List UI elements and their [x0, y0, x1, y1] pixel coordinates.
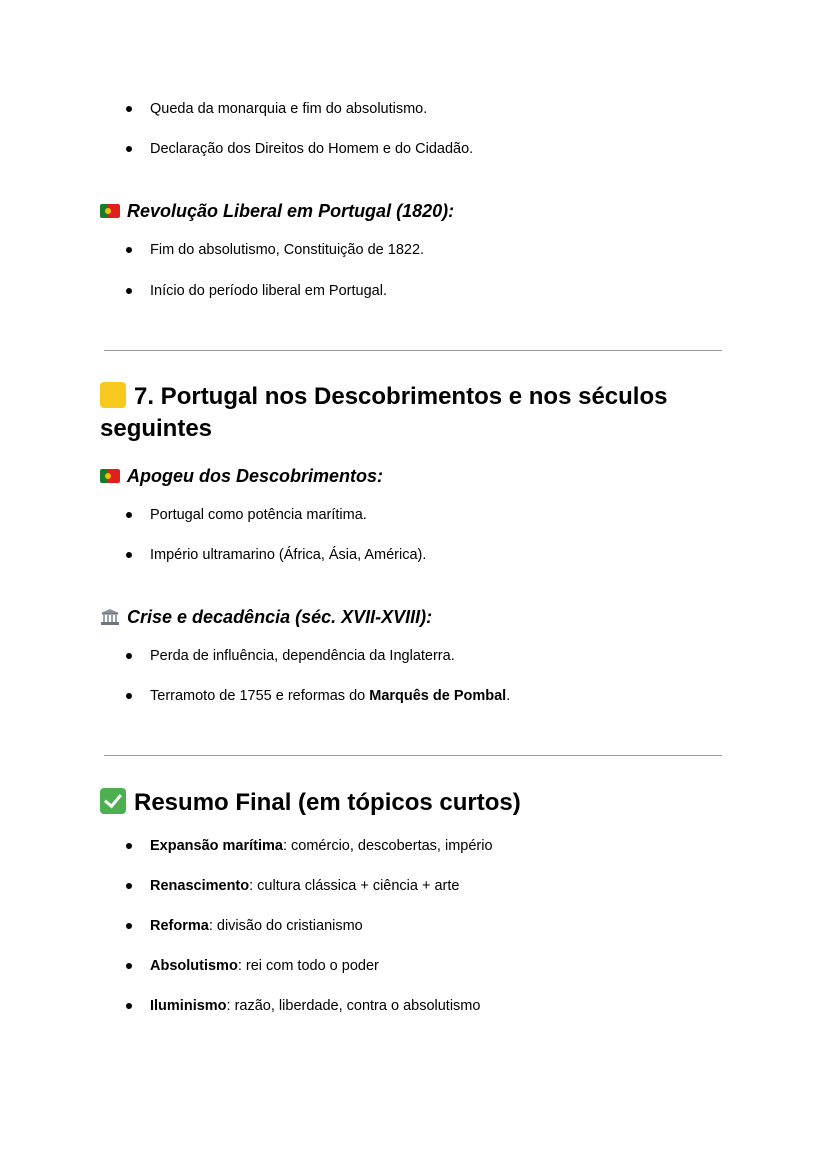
crise-bullet-list [126, 647, 510, 705]
resumo-title: Resumo Final (em tópicos curtos) [134, 789, 521, 816]
rev-liberal-bullet-list [126, 241, 424, 300]
check-mark-icon [100, 788, 126, 814]
list-item-desc: : razão, liberdade, contra o absolutismo [226, 998, 481, 1014]
list-item-desc: : divisão do cristianismo [208, 918, 363, 934]
list-item-term: Reforma [150, 918, 209, 934]
crise-heading [100, 606, 432, 628]
list-item-term: Expansão marítima [150, 838, 283, 854]
list-item-desc: : comércio, descobertas, império [282, 838, 493, 854]
list-item: Império ultramarino (África, Ásia, América). [126, 546, 426, 564]
resumo-bullet-list [126, 837, 493, 1015]
section7-heading [100, 381, 740, 445]
resumo-heading [100, 787, 740, 819]
intro-bullet-list [126, 100, 473, 158]
list-item: Início do período liberal em Portugal. [126, 282, 424, 300]
list-item-term: Iluminismo [150, 998, 227, 1014]
crise-title: Crise e decadência (séc. XVII-XVIII): [127, 607, 433, 627]
portugal-flag-icon [100, 204, 120, 218]
list-item: Portugal como potência marítima. [126, 506, 426, 524]
list-item: Perda de influência, dependência da Inglaterra. [126, 647, 510, 665]
classical-building-icon [100, 608, 120, 626]
list-item [126, 837, 493, 855]
apogeu-title: Apogeu dos Descobrimentos: [127, 466, 384, 486]
yellow-square-icon [100, 382, 126, 408]
list-item [126, 997, 493, 1015]
list-item: Declaração dos Direitos do Homem e do Cidadão. [126, 140, 473, 158]
list-item-term: Renascimento [150, 878, 250, 894]
apogeu-bullet-list [126, 506, 426, 564]
list-item: Fim do absolutismo, Constituição de 1822. [126, 241, 424, 259]
divider [104, 755, 722, 756]
rev-liberal-title: Revolução Liberal em Portugal (1820): [127, 201, 455, 221]
list-item: Queda da monarquia e fim do absolutismo. [126, 100, 473, 118]
list-item [126, 957, 493, 975]
list-item [126, 687, 510, 705]
list-item-desc: : rei com todo o poder [237, 958, 379, 974]
list-item-suffix: . [506, 688, 511, 704]
list-item-desc: : cultura clássica + ciência + arte [249, 878, 460, 894]
list-item-term: Absolutismo [150, 958, 238, 974]
portugal-flag-icon [100, 469, 120, 483]
apogeu-heading [100, 465, 383, 487]
section7-title: 7. Portugal nos Descobrimentos e nos séculos seguintes [100, 383, 668, 442]
rev-liberal-heading [100, 200, 454, 222]
list-item-text: Terramoto de 1755 e reformas do [150, 688, 370, 704]
divider [104, 350, 722, 351]
list-item [126, 917, 493, 935]
list-item-bold-term: Marquês de Pombal [369, 688, 507, 704]
list-item [126, 877, 493, 895]
